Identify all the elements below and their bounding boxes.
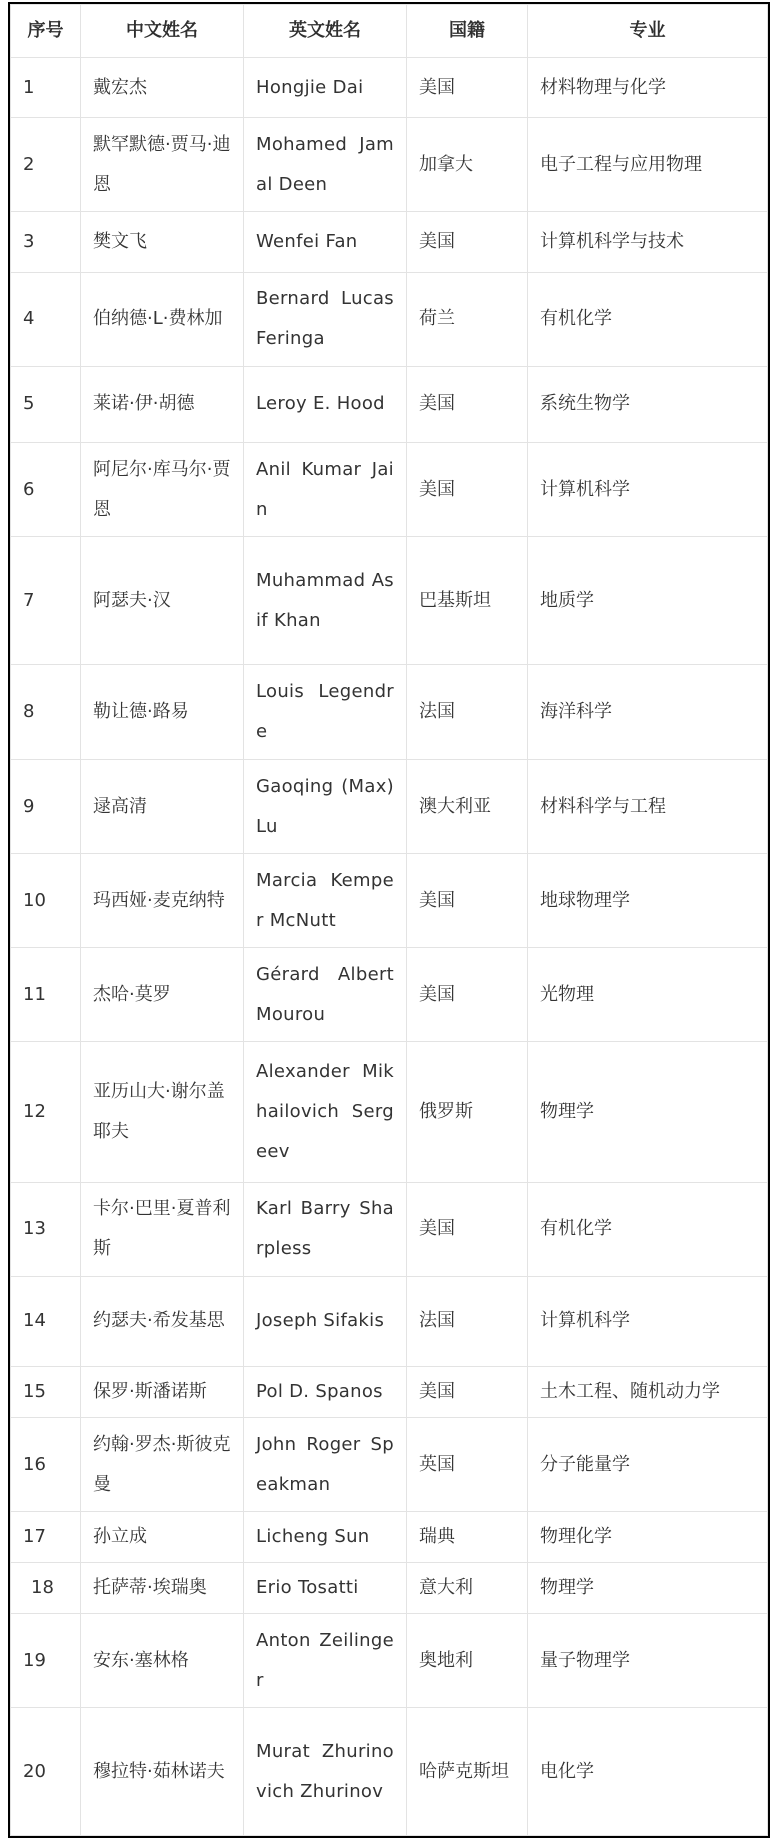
english-name-cell: Marcia Kemper McNutt [244,854,407,948]
chinese-name-cell: 默罕默德·贾马·迪恩 [81,118,244,212]
english-name-cell: Alexander Mikhailovich Sergeev [244,1042,407,1182]
field-cell: 计算机科学 [528,443,768,537]
chinese-name-cell: 杰哈·莫罗 [81,948,244,1042]
english-name-cell: Anil Kumar Jain [244,443,407,537]
header-chinese-name: 中文姓名 [81,5,244,58]
field-cell: 有机化学 [528,272,768,366]
table-row [11,760,768,854]
table-row [11,443,768,537]
header-english-name: 英文姓名 [244,5,407,58]
table-row [11,1276,768,1367]
table-row [11,1563,768,1614]
english-name-cell: Leroy E. Hood [244,366,407,443]
field-cell: 物理化学 [528,1512,768,1563]
row-number: 3 [11,212,81,272]
row-number: 17 [11,1512,81,1563]
english-name-cell: John Roger Speakman [244,1418,407,1512]
nationality-cell: 意大利 [407,1563,528,1614]
nationality-cell: 美国 [407,212,528,272]
table-row [11,212,768,272]
field-cell: 土木工程、随机动力学 [528,1367,768,1418]
row-number: 4 [11,272,81,366]
field-cell: 地球物理学 [528,854,768,948]
header-nationality: 国籍 [407,5,528,58]
english-name-cell: Joseph Sifakis [244,1276,407,1367]
nationality-cell: 奥地利 [407,1614,528,1708]
row-number: 14 [11,1276,81,1367]
row-number: 18 [11,1563,81,1614]
row-number: 1 [11,58,81,118]
table-row [11,1042,768,1182]
field-cell: 计算机科学与技术 [528,212,768,272]
chinese-name-cell: 玛西娅·麦克纳特 [81,854,244,948]
chinese-name-cell: 莱诺·伊·胡德 [81,366,244,443]
table-body [11,58,768,1836]
chinese-name-cell: 孙立成 [81,1512,244,1563]
chinese-name-cell: 约翰·罗杰·斯彼克曼 [81,1418,244,1512]
english-name-cell: Karl Barry Sharpless [244,1182,407,1276]
field-cell: 有机化学 [528,1182,768,1276]
table-row [11,948,768,1042]
english-name-cell: Gaoqing (Max) Lu [244,760,407,854]
table-row [11,1182,768,1276]
table-header-row [11,5,768,58]
chinese-name-cell: 托萨蒂·埃瑞奥 [81,1563,244,1614]
english-name-cell: Gérard Albert Mourou [244,948,407,1042]
academician-table [10,4,768,1836]
field-cell: 电化学 [528,1708,768,1836]
chinese-name-cell: 伯纳德·L·费林加 [81,272,244,366]
field-cell: 系统生物学 [528,366,768,443]
nationality-cell: 美国 [407,1182,528,1276]
nationality-cell: 法国 [407,664,528,759]
nationality-cell: 澳大利亚 [407,760,528,854]
table-row [11,537,768,665]
field-cell: 计算机科学 [528,1276,768,1367]
table-row [11,854,768,948]
field-cell: 材料科学与工程 [528,760,768,854]
row-number: 2 [11,118,81,212]
field-cell: 量子物理学 [528,1614,768,1708]
nationality-cell: 哈萨克斯坦 [407,1708,528,1836]
row-number: 9 [11,760,81,854]
row-number: 5 [11,366,81,443]
table-row [11,664,768,759]
english-name-cell: Pol D. Spanos [244,1367,407,1418]
english-name-cell: Erio Tosatti [244,1563,407,1614]
english-name-cell: Muhammad Asif Khan [244,537,407,665]
field-cell: 分子能量学 [528,1418,768,1512]
field-cell: 物理学 [528,1042,768,1182]
nationality-cell: 加拿大 [407,118,528,212]
table-row [11,1367,768,1418]
field-cell: 光物理 [528,948,768,1042]
row-number: 7 [11,537,81,665]
chinese-name-cell: 逯高清 [81,760,244,854]
table-row [11,1418,768,1512]
english-name-cell: Hongjie Dai [244,58,407,118]
row-number: 8 [11,664,81,759]
header-number: 序号 [11,5,81,58]
english-name-cell: Anton Zeilinger [244,1614,407,1708]
row-number: 6 [11,443,81,537]
nationality-cell: 荷兰 [407,272,528,366]
table-row [11,1512,768,1563]
chinese-name-cell: 卡尔·巴里·夏普利斯 [81,1182,244,1276]
english-name-cell: Murat Zhurinovich Zhurinov [244,1708,407,1836]
nationality-cell: 巴基斯坦 [407,537,528,665]
nationality-cell: 瑞典 [407,1512,528,1563]
nationality-cell: 美国 [407,948,528,1042]
nationality-cell: 美国 [407,58,528,118]
chinese-name-cell: 保罗·斯潘诺斯 [81,1367,244,1418]
chinese-name-cell: 阿瑟夫·汉 [81,537,244,665]
row-number: 12 [11,1042,81,1182]
row-number: 13 [11,1182,81,1276]
chinese-name-cell: 穆拉特·茹林诺夫 [81,1708,244,1836]
nationality-cell: 美国 [407,854,528,948]
chinese-name-cell: 樊文飞 [81,212,244,272]
chinese-name-cell: 戴宏杰 [81,58,244,118]
nationality-cell: 美国 [407,443,528,537]
row-number: 16 [11,1418,81,1512]
header-field: 专业 [528,5,768,58]
row-number: 11 [11,948,81,1042]
row-number: 15 [11,1367,81,1418]
field-cell: 物理学 [528,1563,768,1614]
nationality-cell: 美国 [407,366,528,443]
english-name-cell: Wenfei Fan [244,212,407,272]
field-cell: 地质学 [528,537,768,665]
table-row [11,272,768,366]
chinese-name-cell: 安东·塞林格 [81,1614,244,1708]
nationality-cell: 美国 [407,1367,528,1418]
english-name-cell: Louis Legendre [244,664,407,759]
chinese-name-cell: 勒让德·路易 [81,664,244,759]
chinese-name-cell: 亚历山大·谢尔盖耶夫 [81,1042,244,1182]
table-row [11,118,768,212]
row-number: 19 [11,1614,81,1708]
row-number: 20 [11,1708,81,1836]
nationality-cell: 法国 [407,1276,528,1367]
nationality-cell: 英国 [407,1418,528,1512]
row-number: 10 [11,854,81,948]
chinese-name-cell: 阿尼尔·库马尔·贾恩 [81,443,244,537]
field-cell: 材料物理与化学 [528,58,768,118]
chinese-name-cell: 约瑟夫·希发基思 [81,1276,244,1367]
english-name-cell: Mohamed Jamal Deen [244,118,407,212]
nationality-cell: 俄罗斯 [407,1042,528,1182]
table-row [11,366,768,443]
academician-table-frame [8,2,770,1838]
table-row [11,1708,768,1836]
field-cell: 海洋科学 [528,664,768,759]
table-row [11,1614,768,1708]
english-name-cell: Bernard Lucas Feringa [244,272,407,366]
field-cell: 电子工程与应用物理 [528,118,768,212]
english-name-cell: Licheng Sun [244,1512,407,1563]
table-row [11,58,768,118]
